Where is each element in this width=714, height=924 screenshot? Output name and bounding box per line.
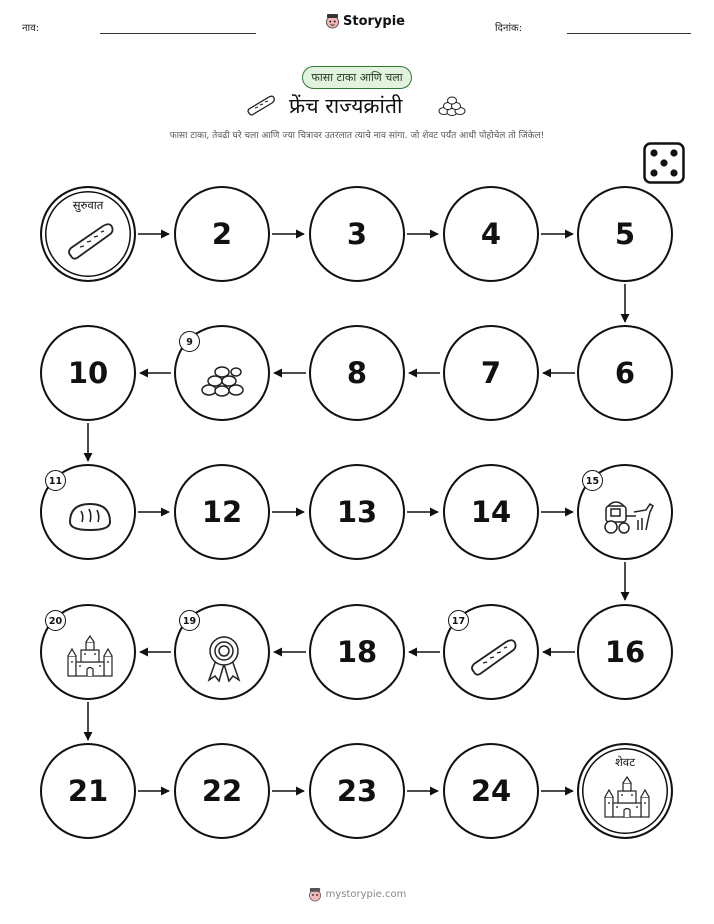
cell-number: 7: [480, 356, 502, 390]
cell-number: 6: [614, 356, 636, 390]
name-label: नाव:: [22, 23, 40, 34]
cell-number: 4: [480, 217, 502, 251]
board-cell-20[interactable]: [40, 604, 136, 700]
board-cell-24[interactable]: [443, 743, 539, 839]
board-cell-6[interactable]: [577, 325, 673, 421]
end-label: शेवट: [614, 755, 635, 769]
cell-number-badge: 17: [448, 610, 469, 631]
board-cell-13[interactable]: [309, 464, 405, 560]
castle-icon: [602, 775, 652, 823]
cell-number: 24: [470, 774, 512, 808]
cell-number-badge: 19: [179, 610, 200, 631]
horse-carriage-icon: [602, 494, 656, 542]
board-cell-1[interactable]: [40, 186, 136, 282]
rocks-pile-icon: [199, 355, 249, 403]
board-cell-10[interactable]: [40, 325, 136, 421]
board-cell-17[interactable]: [443, 604, 539, 700]
footer-url[interactable]: mystorypie.com: [325, 889, 407, 900]
board-cell-18[interactable]: [309, 604, 405, 700]
board-cell-21[interactable]: [40, 743, 136, 839]
board-cell-14[interactable]: [443, 464, 539, 560]
board-cell-23[interactable]: [309, 743, 405, 839]
storypie-mascot-icon: [308, 887, 322, 902]
cell-number: 23: [336, 774, 378, 808]
cell-number-badge: 20: [45, 610, 66, 631]
cell-number: 5: [614, 217, 636, 251]
board-cell-12[interactable]: [174, 464, 270, 560]
board-cell-7[interactable]: [443, 325, 539, 421]
cell-number-badge: 11: [45, 470, 66, 491]
board-cell-25[interactable]: [577, 743, 673, 839]
cell-number: 22: [201, 774, 243, 808]
cell-number: 10: [67, 356, 109, 390]
brand-name: Storypie: [343, 13, 405, 29]
cell-number: 21: [67, 774, 109, 808]
board-cell-5[interactable]: [577, 186, 673, 282]
board-cell-8[interactable]: [309, 325, 405, 421]
cell-number: 14: [470, 495, 512, 529]
cell-number: 2: [211, 217, 233, 251]
cell-number: 8: [346, 356, 368, 390]
board-cell-22[interactable]: [174, 743, 270, 839]
date-label: दिनांक:: [495, 23, 523, 34]
cell-number-badge: 15: [582, 470, 603, 491]
instructions-text: फासा टाका, तेवढी घरे चला आणि ज्या चित्रावर उतरलात त्याचे नाव सांगा. जो शेवट पर्यंत आधी पोहोचेल तो जिंकेल!: [169, 131, 545, 141]
cell-number: 13: [336, 495, 378, 529]
board-cell-16[interactable]: [577, 604, 673, 700]
footer: [308, 887, 407, 902]
cell-number: 16: [604, 635, 646, 669]
cell-number-badge: 9: [179, 331, 200, 352]
board-cell-4[interactable]: [443, 186, 539, 282]
start-label: सुरुवात: [72, 198, 104, 212]
board-cell-3[interactable]: [309, 186, 405, 282]
board-cell-19[interactable]: [174, 604, 270, 700]
bread-loaf-icon: [65, 494, 115, 542]
baguette-icon: [65, 218, 115, 268]
castle-icon: [65, 634, 115, 682]
game-type-tag: फासा टाका आणि चला: [302, 66, 411, 89]
cell-number: 12: [201, 495, 243, 529]
baguette-icon: [468, 634, 518, 684]
page-title: फ्रेंच राज्यक्रांती: [289, 94, 403, 118]
cell-number: 3: [346, 217, 368, 251]
board-cell-9[interactable]: [174, 325, 270, 421]
board-cell-15[interactable]: [577, 464, 673, 560]
board-cell-2[interactable]: [174, 186, 270, 282]
board-cell-11[interactable]: [40, 464, 136, 560]
cell-number: 18: [336, 635, 378, 669]
rosette-ribbon-icon: [199, 634, 249, 688]
